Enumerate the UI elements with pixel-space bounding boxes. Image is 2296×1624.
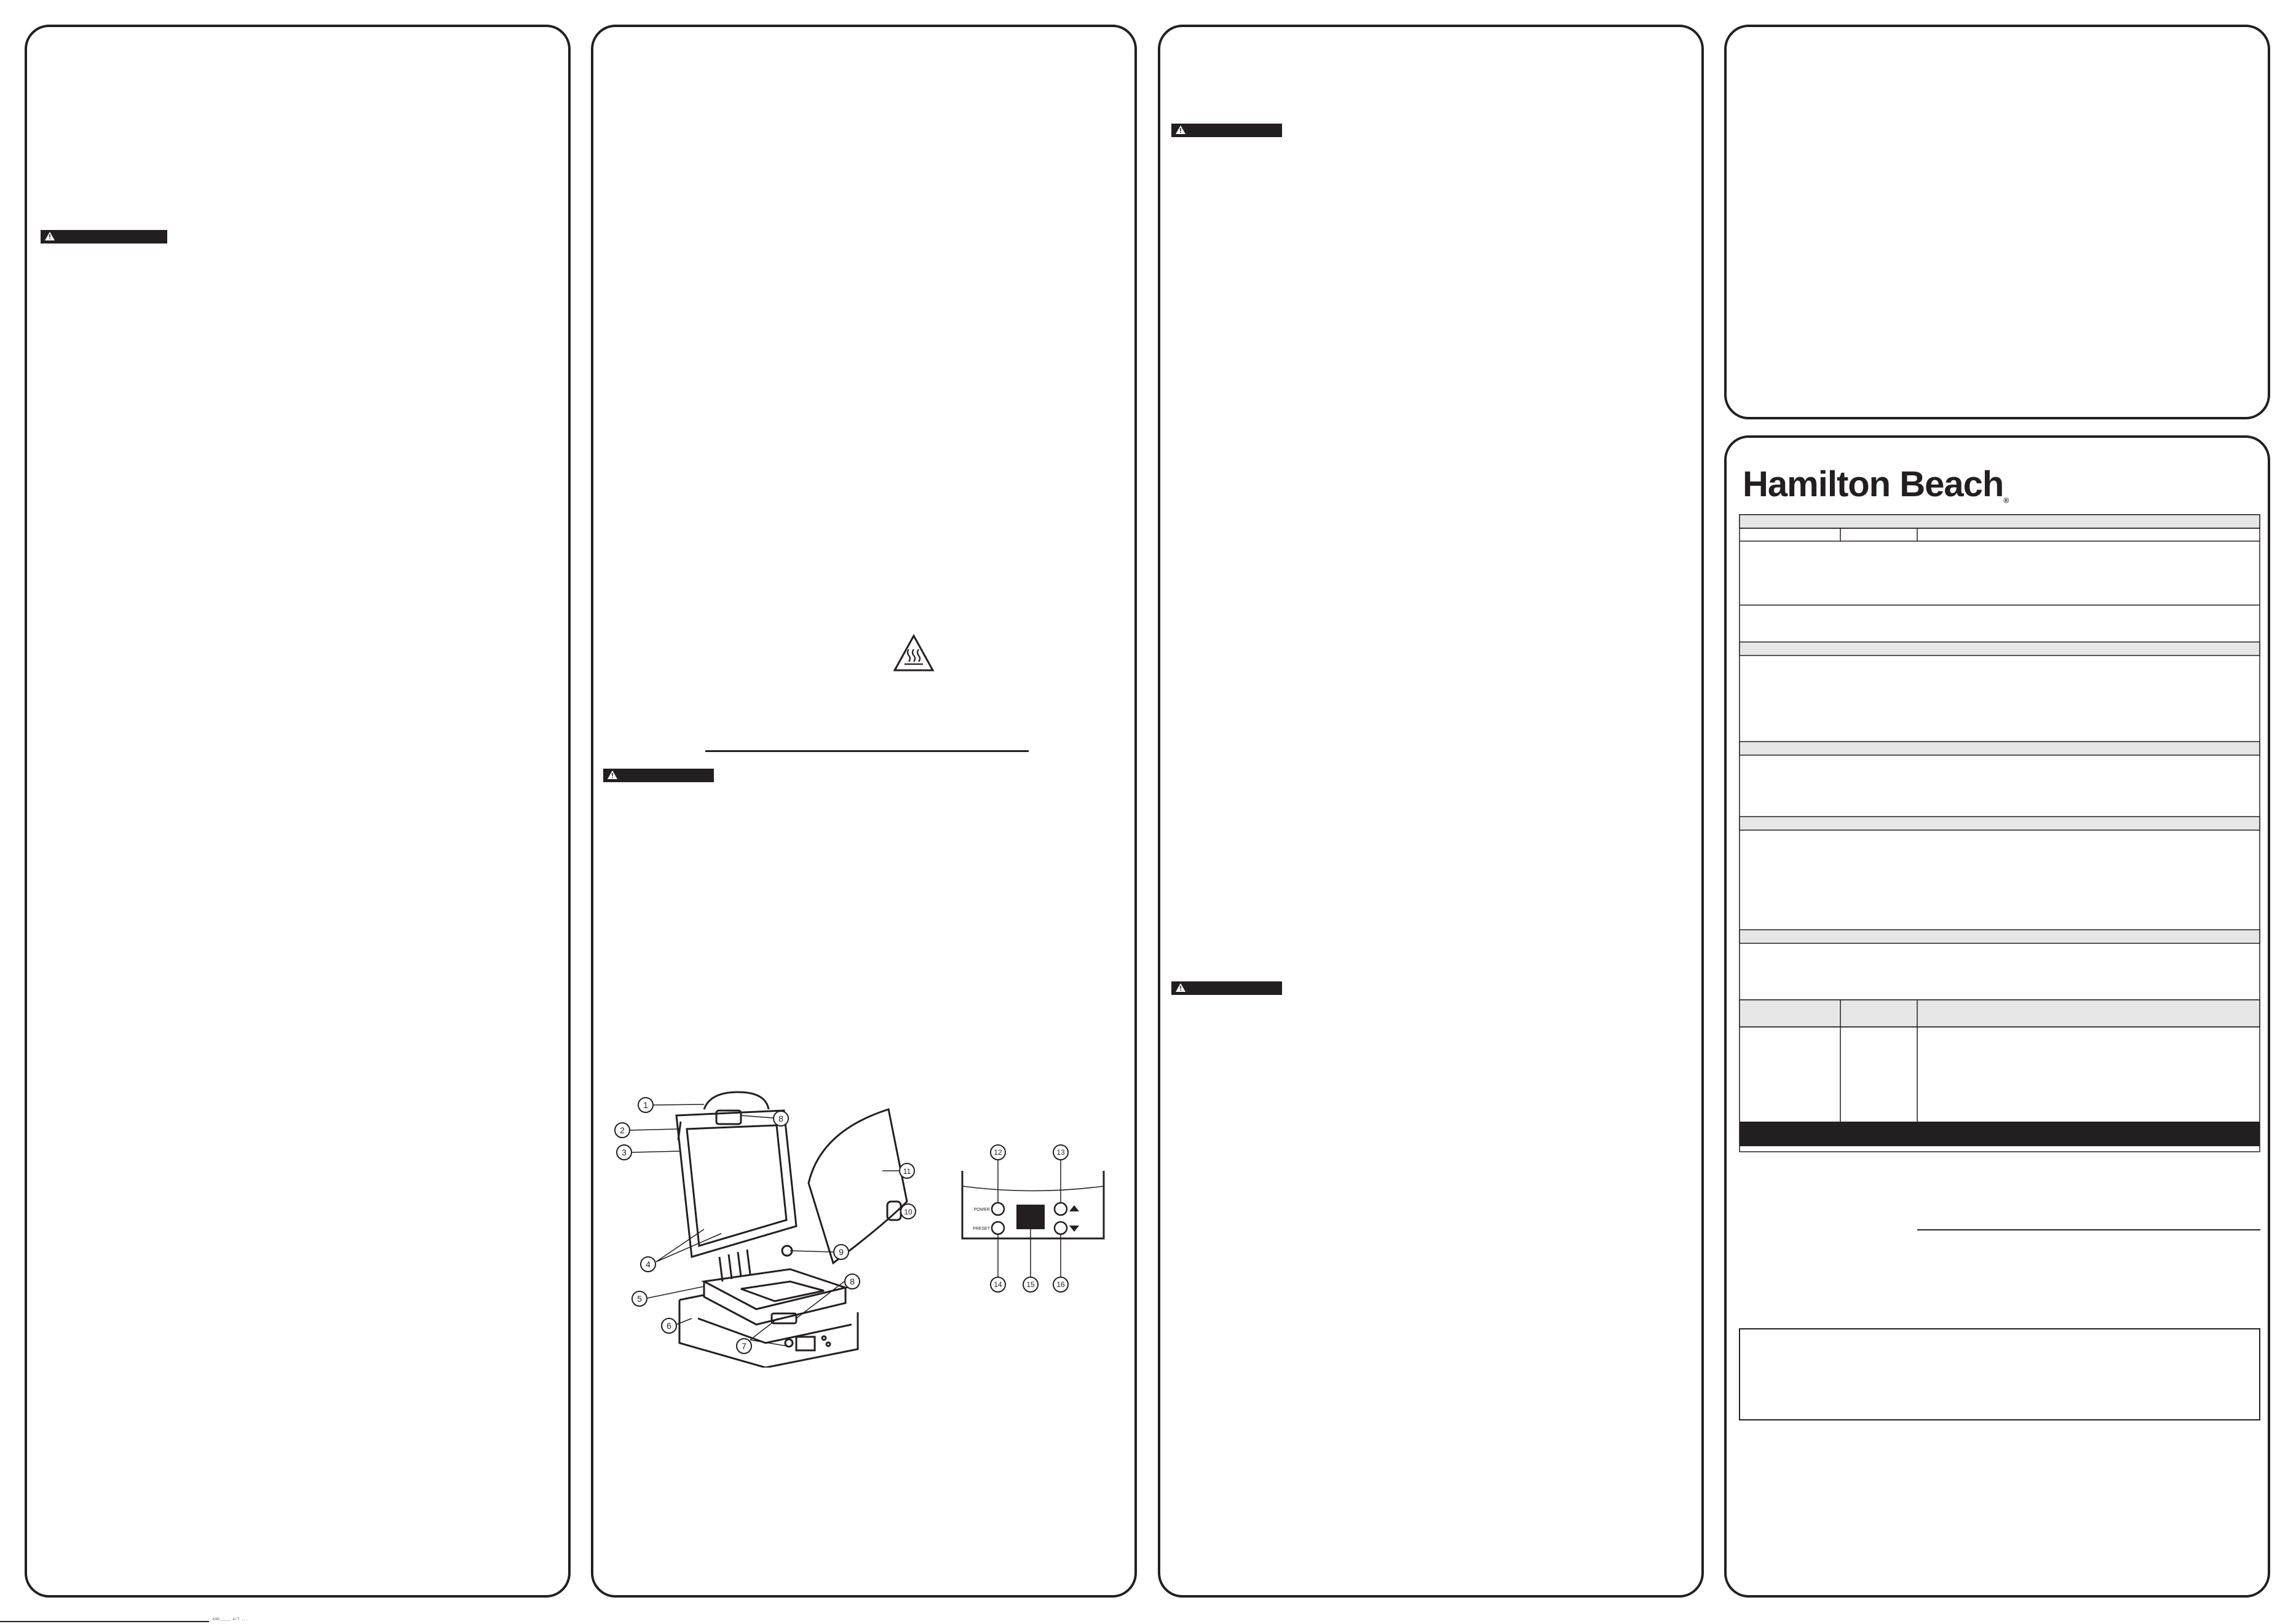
removable-cover	[809, 1109, 907, 1263]
pan	[704, 1269, 845, 1309]
svg-text:10: 10	[904, 1208, 912, 1216]
svg-text:16: 16	[1056, 1280, 1065, 1289]
svg-text:6: 6	[667, 1321, 671, 1331]
svg-text:9: 9	[839, 1247, 844, 1257]
callout-3	[617, 1145, 681, 1160]
up-button[interactable]	[1055, 1203, 1067, 1215]
warning-banner	[1171, 981, 1282, 995]
registration-form-table	[1739, 514, 2260, 1154]
product-parts-diagram	[612, 1072, 919, 1368]
lid-handle	[704, 1092, 769, 1109]
page-panel-4-top	[1724, 25, 2270, 419]
callout-9	[790, 1245, 849, 1259]
down-button[interactable]	[1055, 1222, 1067, 1234]
svg-text:1: 1	[643, 1100, 648, 1110]
svg-text:3: 3	[622, 1147, 627, 1157]
lid-plate	[687, 1125, 786, 1246]
section-rule	[705, 750, 1029, 752]
svg-text:2: 2	[620, 1125, 625, 1135]
hot-surface-icon	[892, 633, 935, 673]
svg-text:4: 4	[646, 1259, 651, 1269]
warning-banner	[41, 230, 167, 244]
svg-text:8: 8	[850, 1277, 855, 1286]
preset-button[interactable]	[992, 1222, 1004, 1234]
power-button[interactable]	[992, 1203, 1004, 1215]
warning-triangle-icon	[1175, 983, 1186, 992]
svg-text:7: 7	[742, 1341, 746, 1351]
svg-text:12: 12	[994, 1148, 1002, 1157]
callout-10	[901, 1204, 916, 1219]
svg-text:14: 14	[994, 1280, 1002, 1289]
power-label: POWER	[973, 1208, 990, 1212]
up-arrow-icon	[1069, 1205, 1079, 1211]
callout-14	[991, 1234, 1005, 1292]
form-footer-bar	[1740, 1122, 2260, 1146]
signature-line	[1917, 1229, 2260, 1230]
page-panel-2	[591, 25, 1137, 1598]
down-arrow-icon	[1069, 1226, 1079, 1232]
callout-12	[991, 1145, 1005, 1203]
page-panel-3	[1158, 25, 1704, 1598]
warning-triangle-icon	[607, 770, 618, 780]
page-panel-4-bottom	[1724, 435, 2270, 1598]
preset-label: PRESET	[972, 1227, 990, 1231]
svg-text:11: 11	[903, 1167, 911, 1176]
trim-text: 840_____ 4/7 ...	[213, 1617, 248, 1622]
svg-text:15: 15	[1026, 1280, 1035, 1289]
warning-banner	[603, 769, 714, 782]
callout-2	[615, 1123, 678, 1138]
brand-logo: Hamilton Beach®	[1743, 464, 2009, 505]
callout-16	[1053, 1234, 1068, 1292]
callout-4	[641, 1229, 721, 1272]
callout-13	[1053, 1145, 1068, 1203]
callout-11	[882, 1163, 914, 1178]
callout-8a	[741, 1111, 788, 1126]
trim-rule	[0, 1621, 209, 1622]
warning-triangle-icon	[1175, 125, 1186, 135]
callout-1	[638, 1098, 704, 1112]
control-panel-diagram	[956, 1128, 1116, 1306]
base-display	[796, 1337, 815, 1350]
svg-text:5: 5	[637, 1294, 642, 1304]
svg-text:8: 8	[778, 1114, 783, 1123]
svg-text:13: 13	[1056, 1148, 1065, 1157]
form-notice-box	[1739, 1328, 2260, 1420]
warning-triangle-icon	[44, 231, 55, 241]
warning-banner	[1171, 124, 1282, 137]
page-panel-1	[25, 25, 571, 1598]
callout-6	[662, 1318, 692, 1333]
